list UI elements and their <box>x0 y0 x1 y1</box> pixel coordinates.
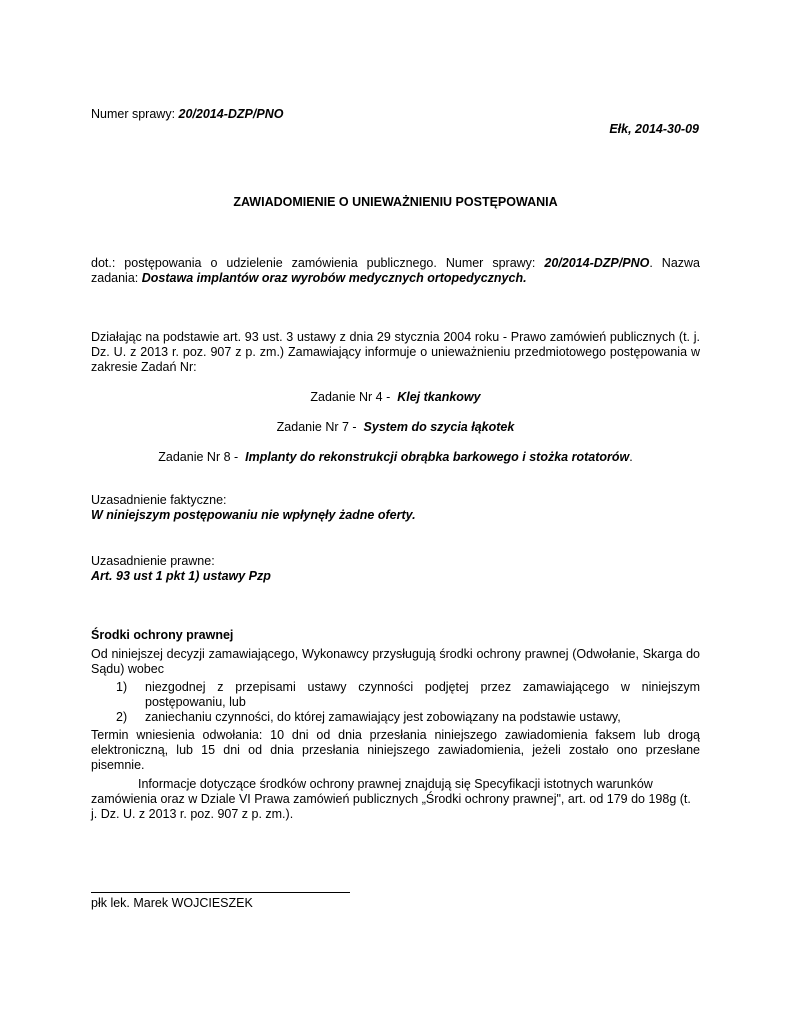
task-item <box>91 420 700 434</box>
case-number-value: 20/2014-DZP/PNO <box>178 107 284 121</box>
task-name: System do szycia łąkotek <box>363 420 515 434</box>
subject-name-label: . Nazwa zadania: <box>91 256 700 285</box>
factual-label: Uzasadnienie faktyczne: <box>91 493 227 507</box>
intro-paragraph: Działając na podstawie art. 93 ust. 3 ustawy z dnia 29 stycznia 2004 roku - Prawo zamówień publicznych (t. j. Dz. U. z 2013 r. poz. 907 z p. zm.) Zamawiający informuje o unieważnieniu przedmiotowego postępowania w zakresie Zadań Nr: <box>91 330 700 374</box>
task-name: Klej tkankowy <box>397 390 481 404</box>
remedies-heading: Środki ochrony prawnej <box>91 628 234 642</box>
remedies-list <box>91 680 700 724</box>
factual-text: W niniejszym postępowaniu nie wpłynęły żadne oferty. <box>91 507 416 522</box>
case-number-label: Numer sprawy: <box>91 107 176 121</box>
subject-case-number: 20/2014-DZP/PNO <box>544 256 650 270</box>
info-paragraph: Informacje dotyczące środków ochrony prawnej znajdują się Specyfikacji istotnych warunków zamówienia oraz w Dziale VI Prawa zamówień publicznych „Środki ochrony prawnej", art. od 179 do 198g (t. j. Dz. U. z 2013 r. poz. 907 z p. zm.). <box>91 777 691 821</box>
legal-justification <box>91 554 271 584</box>
list-item-text: zaniechaniu czynności, do której zamawiający jest zobowiązany na podstawie ustawy, <box>145 709 621 724</box>
subject-paragraph <box>91 256 700 286</box>
deadline-paragraph: Termin wniesienia odwołania: 10 dni od dnia przesłania niniejszego zawiadomienia faksem lub drogą elektroniczną, lub 15 dni od dnia przesłania niniejszego zawiadomienia, jeżeli zostało ono przesłane pisemnie. <box>91 728 700 772</box>
factual-justification <box>91 493 416 523</box>
task-suffix: . <box>629 450 633 464</box>
document-title: ZAWIADOMIENIE O UNIEWAŻNIENIU POSTĘPOWANIA <box>233 195 558 209</box>
signature: płk lek. Marek WOJCIESZEK <box>91 896 253 910</box>
list-item <box>91 710 700 725</box>
list-item <box>91 680 700 710</box>
remedies-intro: Od niniejszej decyzji zamawiającego, Wykonawcy przysługują środki ochrony prawnej (Odwołanie, Skarga do Sądu) wobec <box>91 647 700 676</box>
list-item-number: 2) <box>116 709 128 724</box>
list-item-number: 1) <box>116 680 128 694</box>
place-date: Ełk, 2014-30-09 <box>609 122 699 136</box>
signature-line <box>91 892 350 893</box>
task-item <box>91 390 700 404</box>
subject-prefix: dot.: postępowania o udzielenie zamówienia publicznego. Numer sprawy: <box>91 256 536 270</box>
task-label: Zadanie Nr 8 - <box>158 450 239 464</box>
case-number-line <box>91 107 283 121</box>
subject-task-name: Dostawa implantów oraz wyrobów medycznych ortopedycznych. <box>141 270 527 285</box>
list-item-text: niezgodnej z przepisami ustawy czynności podjętej przez zamawiającego w niniejszym postępowaniu, lub <box>145 680 700 709</box>
task-label: Zadanie Nr 7 - <box>276 420 357 434</box>
task-label: Zadanie Nr 4 - <box>310 390 391 404</box>
task-name: Implanty do rekonstrukcji obrąbka barkowego i stożka rotatorów <box>245 450 630 464</box>
task-item <box>91 450 700 464</box>
legal-label: Uzasadnienie prawne: <box>91 554 215 568</box>
legal-text: Art. 93 ust 1 pkt 1) ustawy Pzp <box>91 568 271 583</box>
